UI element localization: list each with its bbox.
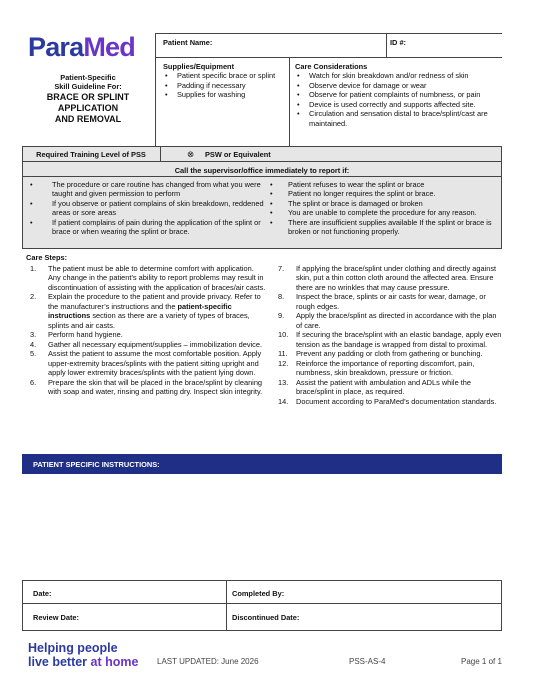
report-item: • Patient refuses to wear the splint or brace	[268, 180, 498, 189]
supplies-item: • Supplies for washing	[163, 90, 285, 99]
discontinued-date-field[interactable]	[305, 606, 495, 626]
training-value: PSW or Equivalent	[205, 150, 271, 159]
care-step: 9. Apply the brace/splint as directed in accordance with the plan of care.	[278, 311, 497, 330]
care-step: 2. Explain the procedure to the patient and provide privacy. Refer to the manufacturer’s instructions and the patient-specific instructions section as there are a variety of types of braces, splints and air casts.	[30, 292, 261, 330]
completed-by-label: Completed By:	[232, 589, 285, 598]
consideration-item: • Watch for skin breakdown and/or redness of skin	[295, 71, 500, 80]
header-top-line	[155, 33, 502, 34]
consideration-item: • Device is used correctly and supports affected site.	[295, 100, 500, 109]
report-item: • You are unable to complete the procedure for any reason.	[268, 208, 498, 217]
supplies-heading: Supplies/Equipment	[163, 62, 235, 71]
signoff-mid-line	[22, 603, 502, 604]
care-step: 8. Inspect the brace, splints or air casts for wear, damage, or rough edges.	[278, 292, 486, 311]
signoff-left-border	[22, 580, 23, 631]
document-code: PSS-AS-4	[349, 657, 386, 666]
guideline-title-line1: BRACE OR SPLINT	[46, 91, 130, 102]
consideration-item: • Observe for patient complaints of numbness, or pain	[295, 90, 500, 99]
patient-name-label: Patient Name:	[163, 38, 213, 47]
report-item: • If you observe or patient complains of skin breakdown, reddened areas or sore areas	[28, 199, 264, 218]
training-divider	[160, 146, 161, 162]
header-id-divider	[386, 33, 387, 57]
guideline-title	[22, 73, 154, 125]
guideline-kind-line2: Skill Guideline For:	[54, 82, 122, 92]
care-considerations-section	[295, 62, 500, 128]
patient-instructions-header: PATIENT SPECIFIC INSTRUCTIONS:	[22, 454, 502, 474]
care-step: 4. Gather all necessary equipment/supplies – immobilization device.	[30, 339, 263, 349]
report-heading: Call the supervisor/office immediately to report if:	[174, 166, 350, 175]
care-step: 6. Prepare the skin that will be placed in the brace/splint by cleaning with soap and water, rinsing and patting dry. Inspect skin integrity.	[30, 377, 263, 397]
tagline-line2: live better at home	[28, 654, 139, 669]
care-steps-left	[26, 264, 266, 397]
care-step: 3. Perform hand hygiene.	[30, 330, 123, 340]
patient-instructions-area[interactable]	[22, 475, 502, 575]
consideration-item: • Circulation and sensation distal to brace/splint/cast are maintained.	[295, 109, 500, 128]
report-right-list	[268, 180, 498, 237]
supplies-section	[163, 62, 285, 100]
signoff-bottom-line	[22, 630, 502, 631]
signoff-divider	[226, 580, 227, 631]
signoff-right-border	[501, 580, 502, 631]
x-circle-icon: ⊗	[187, 149, 195, 159]
care-step: 11. Prevent any padding or cloth from gathering or bunching.	[278, 349, 483, 359]
care-step: 14. Document according to ParaMed’s documentation standards.	[278, 396, 497, 406]
care-steps-heading: Care Steps:	[26, 253, 68, 262]
care-step: 13. Assist the patient with ambulation and ADLs while the brace/splint in place, as required.	[278, 377, 472, 397]
paramed-logo: ParaMed	[28, 32, 135, 62]
guideline-title-line3: AND REMOVAL	[54, 113, 122, 124]
care-step: 7. If applying the brace/splint under clothing and directly against skin, put a thin cotton cloth around the affected area. Ensure there are no wrinkles that may cause pressure.	[278, 264, 497, 292]
date-field[interactable]	[60, 583, 220, 601]
report-item: • There are insufficient supplies available If the splint or brace is broken or not functioning properly.	[268, 218, 498, 237]
care-step: 10. If securing the brace/splint with an elastic bandage, apply even tension as the bandage is wrapped from distal to proximal.	[278, 330, 502, 349]
considerations-heading: Care Considerations	[295, 62, 368, 71]
discontinued-date-label: Discontinued Date:	[232, 613, 300, 622]
report-left-list	[28, 180, 264, 237]
last-updated: LAST UPDATED: June 2026	[157, 657, 259, 666]
care-steps-right	[274, 264, 504, 406]
id-field[interactable]	[410, 35, 500, 55]
report-item: • The procedure or care routine has changed from what you were taught and given permission to perform	[28, 180, 264, 199]
report-item: • If patient complains of pain during the application of the splint or brace or when wearing the splint or brace.	[28, 218, 264, 237]
header-col-divider	[289, 57, 290, 146]
report-item: • Patient no longer requires the splint or brace.	[268, 189, 498, 198]
supplies-item: • Padding if necessary	[163, 81, 285, 90]
header-left-border	[155, 33, 156, 146]
id-label: ID #:	[390, 38, 407, 47]
signoff-top-line	[22, 580, 502, 581]
care-step: 5. Assist the patient to assume the most comfortable position. Apply upper-extremity braces/splints with the patient sitting upright and apply lower extremity braces/splints with the patient lying down.	[30, 349, 262, 378]
review-date-field[interactable]	[90, 606, 220, 626]
header-mid-line	[155, 57, 502, 58]
tagline-line1: Helping people	[28, 641, 118, 655]
completed-by-field[interactable]	[290, 583, 495, 601]
supplies-item: • Patient specific brace or splint	[163, 71, 285, 80]
consideration-item: • Observe device for damage or wear	[295, 81, 500, 90]
guideline-title-line2: APPLICATION	[57, 102, 119, 113]
tagline	[28, 642, 138, 670]
training-label: Required Training Level of PSS	[36, 150, 146, 159]
care-step: 1. The patient must be able to determine comfort with application. Any change in the patient’s ability to report problems may result in discontinuation of assisting with the application of braces/air casts.	[30, 264, 266, 292]
page-number: Page 1 of 1	[461, 657, 502, 666]
date-label: Date:	[33, 589, 52, 598]
guideline-kind-line1: Patient-Specific	[60, 73, 116, 82]
care-step: 12. Reinforce the importance of reporting discomfort, pain, numbness, skin breakdown, pressure or friction.	[278, 358, 475, 378]
report-item: • The splint or brace is damaged or broken	[268, 199, 498, 208]
patient-name-field[interactable]	[284, 35, 384, 55]
review-date-label: Review Date:	[33, 613, 80, 622]
